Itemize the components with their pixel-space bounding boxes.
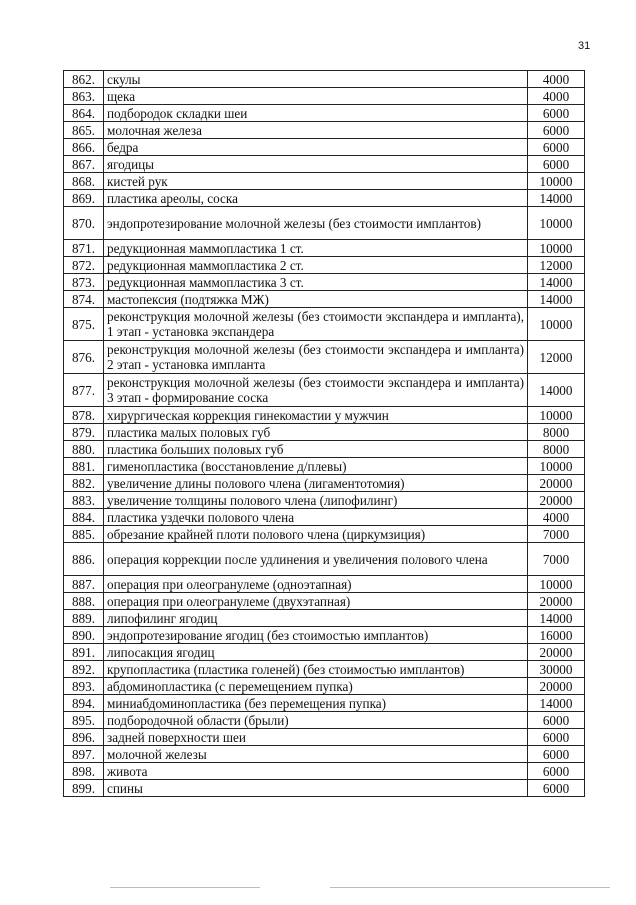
row-number: 865. [64,122,104,139]
service-price: 14000 [528,610,585,627]
service-price: 10000 [528,308,585,341]
service-description: скулы [104,71,528,88]
row-number: 863. [64,88,104,105]
service-price: 8000 [528,424,585,441]
service-price: 12000 [528,257,585,274]
service-description: эндопротезирование молочной железы (без стоимости имплантов) [104,207,528,240]
row-number: 880. [64,441,104,458]
row-number: 874. [64,291,104,308]
table-row [64,291,585,308]
service-description: обрезание крайней плоти полового члена (циркумзиция) [104,526,528,543]
table-row [64,240,585,257]
row-number: 891. [64,644,104,661]
row-number: 866. [64,139,104,156]
table-row [64,729,585,746]
table-row [64,593,585,610]
table-row [64,207,585,240]
table-row [64,712,585,729]
service-price: 14000 [528,190,585,207]
table-row [64,105,585,122]
service-description: подбородочной области (брыли) [104,712,528,729]
service-description: задней поверхности шеи [104,729,528,746]
service-description: пластика ареолы, соска [104,190,528,207]
table-row [64,526,585,543]
table-row [64,627,585,644]
table-row [64,88,585,105]
service-price: 6000 [528,780,585,797]
row-number: 878. [64,407,104,424]
service-description: липосакция ягодиц [104,644,528,661]
service-price: 14000 [528,274,585,291]
row-number: 899. [64,780,104,797]
service-price: 10000 [528,207,585,240]
table-row [64,173,585,190]
row-number: 867. [64,156,104,173]
service-price: 7000 [528,526,585,543]
service-description: миниабдоминопластика (без перемещения пупка) [104,695,528,712]
service-price: 4000 [528,71,585,88]
service-description: пластика малых половых губ [104,424,528,441]
service-price: 6000 [528,122,585,139]
row-number: 897. [64,746,104,763]
table-row [64,407,585,424]
service-description: спины [104,780,528,797]
row-number: 868. [64,173,104,190]
service-price: 6000 [528,763,585,780]
table-row [64,492,585,509]
service-description: редукционная маммопластика 3 ст. [104,274,528,291]
row-number: 879. [64,424,104,441]
service-description: операция коррекции после удлинения и увеличения полового члена [104,543,528,576]
service-description: операция при олеогранулеме (одноэтапная) [104,576,528,593]
service-price: 10000 [528,173,585,190]
row-number: 893. [64,678,104,695]
service-description: ягодицы [104,156,528,173]
service-price: 20000 [528,678,585,695]
service-price: 10000 [528,407,585,424]
table-row [64,190,585,207]
row-number: 889. [64,610,104,627]
row-number: 890. [64,627,104,644]
row-number: 887. [64,576,104,593]
service-price: 6000 [528,105,585,122]
row-number: 862. [64,71,104,88]
service-description: пластика больших половых губ [104,441,528,458]
service-price: 20000 [528,492,585,509]
service-description: редукционная маммопластика 2 ст. [104,257,528,274]
service-price: 14000 [528,695,585,712]
row-number: 873. [64,274,104,291]
service-description: абдоминопластика (с перемещением пупка) [104,678,528,695]
table-row [64,458,585,475]
table-row [64,543,585,576]
row-number: 869. [64,190,104,207]
service-price: 14000 [528,291,585,308]
row-number: 892. [64,661,104,678]
service-price: 30000 [528,661,585,678]
service-description: молочной железы [104,746,528,763]
service-description: реконструкция молочной железы (без стоимости экспандера и импланта) 2 этап - установка импланта [104,341,528,374]
service-price: 10000 [528,458,585,475]
service-price: 8000 [528,441,585,458]
row-number: 884. [64,509,104,526]
row-number: 864. [64,105,104,122]
service-price: 7000 [528,543,585,576]
table-row [64,509,585,526]
table-row [64,644,585,661]
table-row [64,424,585,441]
service-description: пластика уздечки полового члена [104,509,528,526]
service-price: 10000 [528,240,585,257]
row-number: 882. [64,475,104,492]
service-price: 20000 [528,644,585,661]
footer-rule-left [110,887,260,888]
table-row [64,156,585,173]
table-row [64,257,585,274]
table-row [64,695,585,712]
service-price: 6000 [528,139,585,156]
service-price: 4000 [528,88,585,105]
table-row [64,763,585,780]
service-price: 10000 [528,576,585,593]
table-row [64,661,585,678]
service-price: 4000 [528,509,585,526]
page-number: 31 [578,40,591,52]
service-description: эндопротезирование ягодиц (без стоимостью имплантов) [104,627,528,644]
table-row [64,780,585,797]
service-price: 12000 [528,341,585,374]
table-row [64,475,585,492]
table-row [64,678,585,695]
service-description: крупопластика (пластика голеней) (без стоимостью имплантов) [104,661,528,678]
service-description: подбородок складки шеи [104,105,528,122]
service-description: молочная железа [104,122,528,139]
table-row [64,746,585,763]
service-description: мастопексия (подтяжка МЖ) [104,291,528,308]
table-row [64,576,585,593]
service-description: кистей рук [104,173,528,190]
row-number: 871. [64,240,104,257]
service-description: редукционная маммопластика 1 ст. [104,240,528,257]
row-number: 876. [64,341,104,374]
service-price: 6000 [528,156,585,173]
table-row [64,122,585,139]
service-price: 14000 [528,374,585,407]
service-description: гименопластика (восстановление д/плевы) [104,458,528,475]
service-description: операция при олеогранулеме (двухэтапная) [104,593,528,610]
service-description: бедра [104,139,528,156]
service-description: реконструкция молочной железы (без стоимости экспандера и импланта) 3 этап - формирование соска [104,374,528,407]
row-number: 877. [64,374,104,407]
row-number: 875. [64,308,104,341]
service-description: хирургическая коррекция гинекомастии у мужчин [104,407,528,424]
row-number: 870. [64,207,104,240]
row-number: 883. [64,492,104,509]
service-price: 20000 [528,475,585,492]
service-description: увеличение длины полового члена (лигаментотомия) [104,475,528,492]
table-row [64,274,585,291]
price-table [63,70,585,797]
row-number: 886. [64,543,104,576]
service-price: 6000 [528,746,585,763]
row-number: 898. [64,763,104,780]
service-description: щека [104,88,528,105]
row-number: 885. [64,526,104,543]
service-description: увеличение толщины полового члена (липофилинг) [104,492,528,509]
service-price: 6000 [528,712,585,729]
table-row [64,441,585,458]
service-price: 6000 [528,729,585,746]
row-number: 881. [64,458,104,475]
table-row [64,374,585,407]
table-row [64,341,585,374]
table-row [64,308,585,341]
row-number: 888. [64,593,104,610]
row-number: 896. [64,729,104,746]
table-row [64,139,585,156]
table-row [64,610,585,627]
service-description: живота [104,763,528,780]
service-description: липофилинг ягодиц [104,610,528,627]
row-number: 894. [64,695,104,712]
row-number: 895. [64,712,104,729]
row-number: 872. [64,257,104,274]
table-row [64,71,585,88]
service-description: реконструкция молочной железы (без стоимости экспандера и импланта), 1 этап - установка экспандера [104,308,528,341]
service-price: 16000 [528,627,585,644]
price-table-body [64,71,585,797]
footer-rule-right [330,887,610,888]
service-price: 20000 [528,593,585,610]
